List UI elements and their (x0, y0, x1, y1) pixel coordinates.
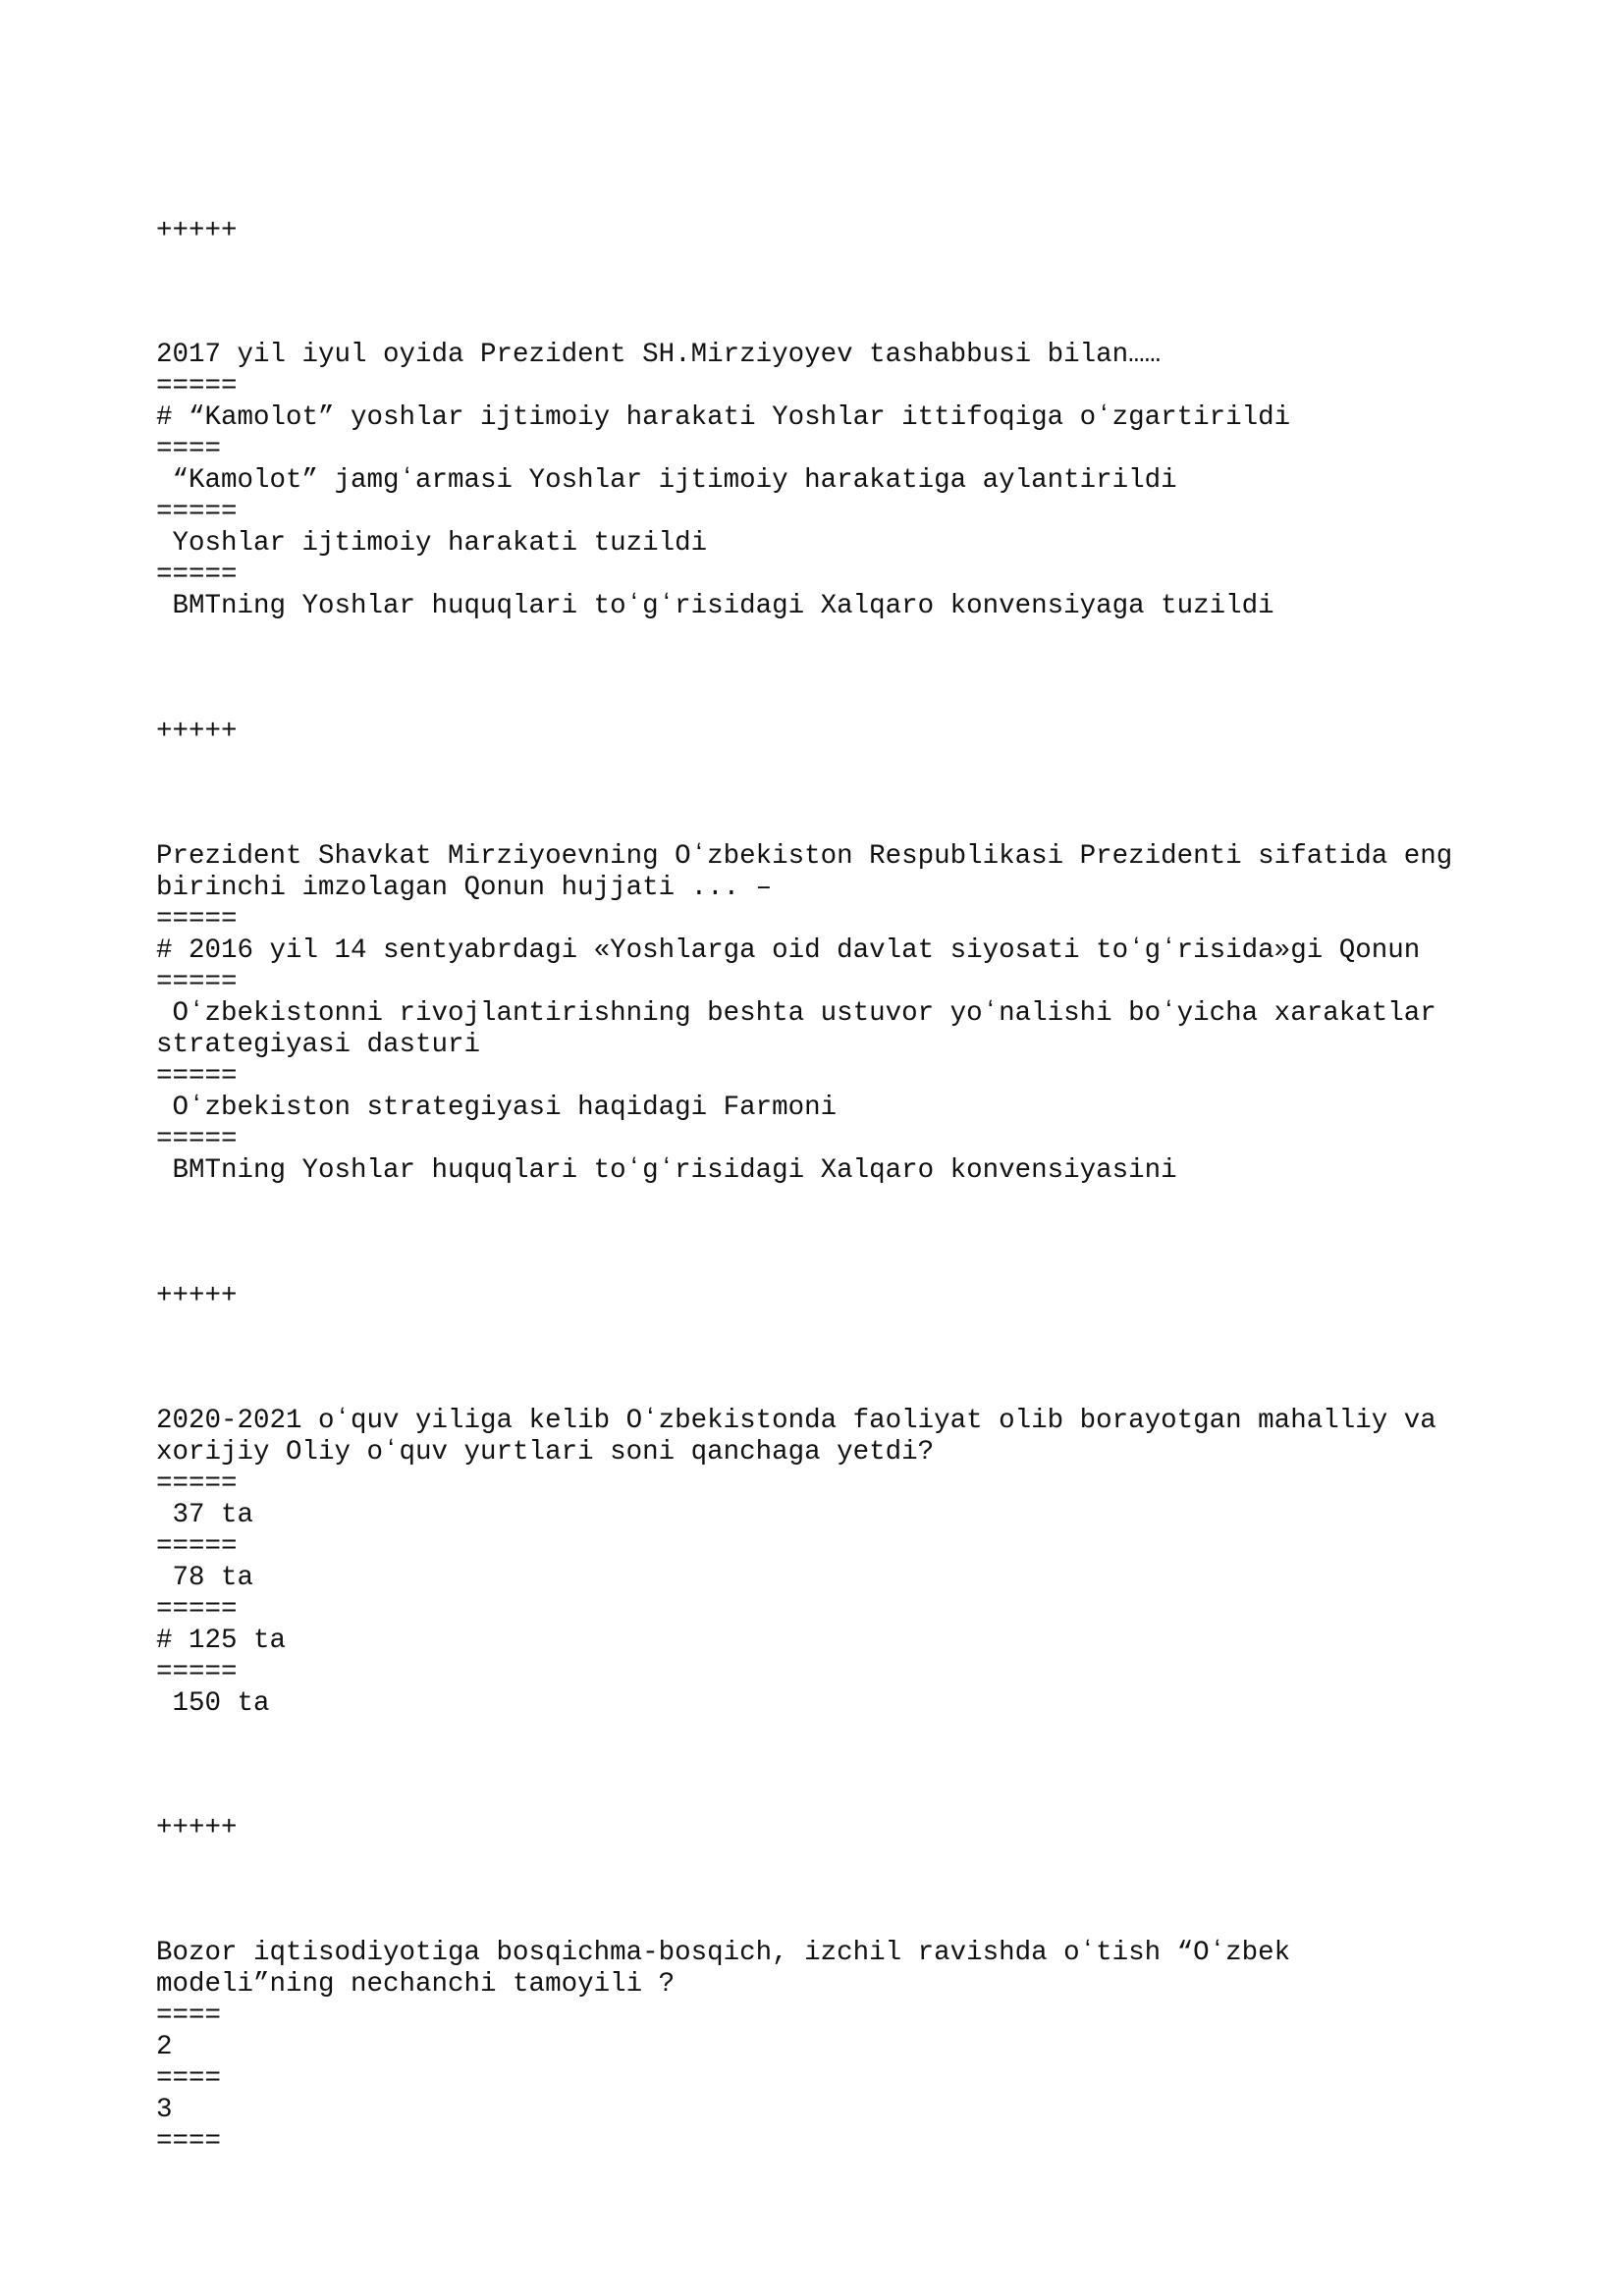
question-3-text: 2020-2021 oʻquv yiliga kelib Oʻzbekistonda faoliyat olib borayotgan mahalliy va (156, 1406, 1436, 1436)
separator-equals: ==== (156, 434, 222, 464)
question-2-option: Oʻzbekiston strategiyasi haqidagi Farmoni (156, 1093, 838, 1123)
separator-equals: ===== (156, 1468, 238, 1499)
question-1-correct-option: # “Kamolot” yoshlar ijtimoiy harakati Yoshlar ittifoqiga oʻzgartirildi (156, 402, 1291, 433)
separator-equals: ===== (156, 1531, 238, 1562)
question-4-text: Bozor iqtisodiyotiga bosqichma-bosqich, izchil ravishda oʻtish “Oʻzbek (156, 1938, 1291, 1968)
separator-equals: ===== (156, 1061, 238, 1092)
separator-equals: ===== (156, 560, 238, 590)
question-2-text: Prezident Shavkat Mirziyoevning Oʻzbekiston Respublikasi Prezidenti sifatida eng (156, 841, 1453, 872)
separator-equals: ===== (156, 1124, 238, 1154)
question-4-text-cont: modeli”ning nechanchi tamoyili ? (156, 1969, 676, 2000)
question-2-option: BMTning Yoshlar huquqlari toʻgʻrisidagi Xalqaro konvensiyasini (156, 1155, 1177, 1186)
separator-plus: +++++ (156, 1813, 238, 1843)
question-4-option: 3 (156, 2095, 173, 2125)
question-3-correct-option: # 125 ta (156, 1626, 287, 1656)
separator-equals: ===== (156, 967, 238, 997)
separator-equals: ===== (156, 904, 238, 934)
question-2-option: Oʻzbekistonni rivojlantirishning beshta ustuvor yoʻnalishi boʻyicha xarakatlar (156, 998, 1436, 1029)
question-3-text-cont: xorijiy Oliy oʻquv yurtlari soni qanchaga yetdi? (156, 1437, 935, 1468)
question-4-option: 2 (156, 2032, 173, 2062)
separator-equals: ==== (156, 2126, 222, 2157)
separator-plus: +++++ (156, 1281, 238, 1311)
separator-equals: ==== (156, 2001, 222, 2031)
question-3-option: 78 ta (156, 1563, 254, 1593)
question-2-option-cont: strategiyasi dasturi (156, 1030, 481, 1060)
question-1-option: “Kamolot” jamgʻarmasi Yoshlar ijtimoiy harakatiga aylantirildi (156, 465, 1177, 496)
separator-equals: ===== (156, 497, 238, 527)
question-1-text: 2017 yil iyul oyida Prezident SH.Mirziyoyev tashabbusi bilan…… (156, 340, 1162, 370)
question-1-option: Yoshlar ijtimoiy harakati tuzildi (156, 528, 708, 559)
separator-equals: ==== (156, 2063, 222, 2094)
separator-equals: ===== (156, 1657, 238, 1687)
question-3-option: 37 ta (156, 1500, 254, 1530)
question-3-option: 150 ta (156, 1688, 270, 1719)
separator-plus: +++++ (156, 216, 238, 246)
question-1-option: BMTning Yoshlar huquqlari toʻgʻrisidagi Xalqaro konvensiyaga tuzildi (156, 591, 1274, 621)
question-2-text-cont: birinchi imzolagan Qonun hujjati ... – (156, 873, 773, 903)
separator-equals: ===== (156, 1594, 238, 1625)
question-2-correct-option: # 2016 yil 14 sentyabrdagi «Yoshlarga oid davlat siyosati toʻgʻrisida»gi Qonun (156, 935, 1421, 966)
separator-plus: +++++ (156, 717, 238, 747)
separator-equals: ===== (156, 371, 238, 401)
